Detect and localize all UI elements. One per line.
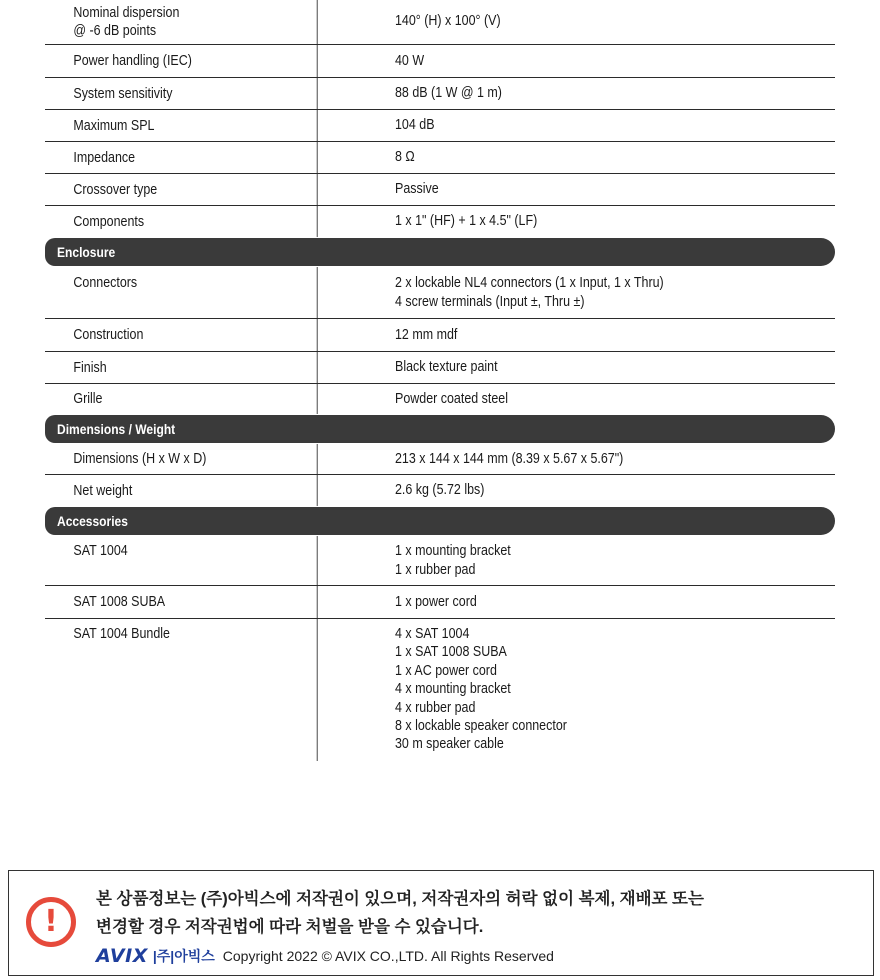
spec-value (362, 148, 835, 167)
spec-value (362, 116, 835, 135)
spec-value (362, 326, 835, 345)
spec-label (45, 444, 318, 474)
spec-label (45, 206, 318, 237)
spec-label-text: Nominal dispersion @ -6 dB points (73, 5, 180, 39)
spec-value-text: 88 dB (1 W @ 1 m) (395, 85, 502, 102)
spec-row-max-spl (45, 110, 835, 142)
spec-label-text: Net weight (73, 482, 133, 499)
spec-row-dimensions (45, 444, 835, 475)
spec-value-text: 1 x mounting bracket 1 x rubber pad (395, 543, 511, 578)
spec-value (362, 180, 835, 199)
spec-value-text: 213 x 144 x 144 mm (8.39 x 5.67 x 5.67") (395, 450, 624, 467)
spec-value-text: 12 mm mdf (395, 326, 458, 343)
spec-label-text: Impedance (73, 149, 136, 166)
spec-label (45, 619, 318, 761)
spec-value (362, 536, 835, 585)
spec-label (45, 352, 318, 383)
spec-label-text: Maximum SPL (73, 117, 155, 134)
spec-label (45, 110, 318, 141)
spec-value (362, 481, 835, 500)
spec-label (45, 174, 318, 205)
exclamation-icon: ! (26, 897, 76, 947)
section-header-dimensions (45, 415, 835, 443)
spec-value-text: 40 W (395, 52, 425, 69)
spec-label (45, 45, 318, 77)
spec-value (362, 267, 835, 318)
spec-row-sat1008-suba (45, 586, 835, 619)
spec-row-dispersion (45, 0, 835, 45)
copyright-notice (8, 870, 874, 976)
spec-value-text: 140° (H) x 100° (V) (395, 13, 501, 29)
spec-row-finish (45, 352, 835, 384)
spec-value-text: Powder coated steel (395, 390, 508, 407)
spec-value-text: Passive (395, 181, 439, 198)
spec-row-impedance (45, 142, 835, 174)
spec-row-sat1004-bundle (45, 619, 835, 761)
spec-label (45, 536, 318, 585)
section-title: Enclosure (57, 244, 116, 260)
spec-value-text: 1 x 1" (HF) + 1 x 4.5" (LF) (395, 213, 538, 230)
spec-table (45, 0, 835, 761)
spec-label (45, 142, 318, 173)
copyright-text: Copyright 2022 © AVIX CO.,LTD. All Rights Reserved (222, 948, 554, 964)
spec-row-crossover (45, 174, 835, 206)
spec-label (45, 0, 318, 44)
spec-row-net-weight (45, 475, 835, 506)
spec-label-text: SAT 1004 Bundle (73, 626, 170, 642)
spec-value-text: 1 x power cord (395, 593, 477, 610)
spec-label-text: Finish (73, 359, 107, 376)
spec-value (362, 0, 835, 44)
spec-value-text: 8 Ω (395, 149, 415, 166)
spec-value (362, 593, 835, 612)
spec-label (45, 475, 318, 506)
spec-row-grille (45, 384, 835, 414)
brand-name-korean: |주|아빅스 (152, 948, 215, 964)
spec-label-text: Crossover type (73, 181, 158, 198)
spec-row-power (45, 45, 835, 78)
spec-label-text: System sensitivity (73, 85, 173, 102)
section-header-accessories (45, 507, 835, 535)
spec-label-text: Grille (73, 391, 103, 407)
spec-label-text: SAT 1004 (73, 543, 128, 559)
spec-label (45, 586, 318, 618)
spec-label (45, 384, 318, 414)
brand-logo: AVIX (96, 945, 148, 967)
spec-value-text: 2.6 kg (5.72 lbs) (395, 482, 485, 499)
notice-text (96, 885, 704, 941)
spec-row-connectors (45, 267, 835, 319)
spec-label-text: Construction (73, 327, 144, 343)
spec-value (362, 619, 835, 761)
spec-label-text: Connectors (73, 275, 138, 291)
notice-line-2: 변경할 경우 저작권법에 따라 처벌을 받을 수 있습니다. (96, 918, 484, 936)
spec-value-text: Black texture paint (395, 359, 498, 376)
spec-value (362, 390, 835, 409)
spec-value-text: 104 dB (395, 117, 435, 134)
section-title: Dimensions / Weight (57, 421, 176, 437)
spec-label (45, 267, 318, 318)
spec-label-text: Power handling (IEC) (73, 53, 192, 69)
spec-label-text: Dimensions (H x W x D) (73, 451, 207, 467)
section-title: Accessories (57, 513, 128, 529)
section-header-enclosure (45, 238, 835, 266)
notice-footer (96, 945, 554, 967)
spec-value (362, 212, 835, 231)
spec-value (362, 358, 835, 377)
spec-value (362, 450, 835, 469)
spec-row-construction (45, 319, 835, 352)
spec-row-sensitivity (45, 78, 835, 110)
spec-label (45, 319, 318, 351)
spec-value (362, 84, 835, 103)
spec-value-text: 2 x lockable NL4 connectors (1 x Input, 1 x Thru) 4 screw terminals (Input ±, Thru ±) (395, 275, 664, 310)
notice-line-1: 본 상품정보는 (주)아빅스에 저작권이 있으며, 저작권자의 허락 없이 복제, 재배포 또는 (96, 890, 704, 908)
spec-label-text: Components (73, 213, 145, 230)
spec-row-sat1004 (45, 536, 835, 586)
spec-label (45, 78, 318, 109)
spec-value (362, 52, 835, 71)
spec-row-components (45, 206, 835, 237)
spec-value-text: 4 x SAT 1004 1 x SAT 1008 SUBA 1 x AC power cord 4 x mounting bracket 4 x rubber pad 8 x lockable speaker connector 30 m speaker cable (395, 626, 567, 753)
spec-label-text: SAT 1008 SUBA (73, 594, 166, 610)
